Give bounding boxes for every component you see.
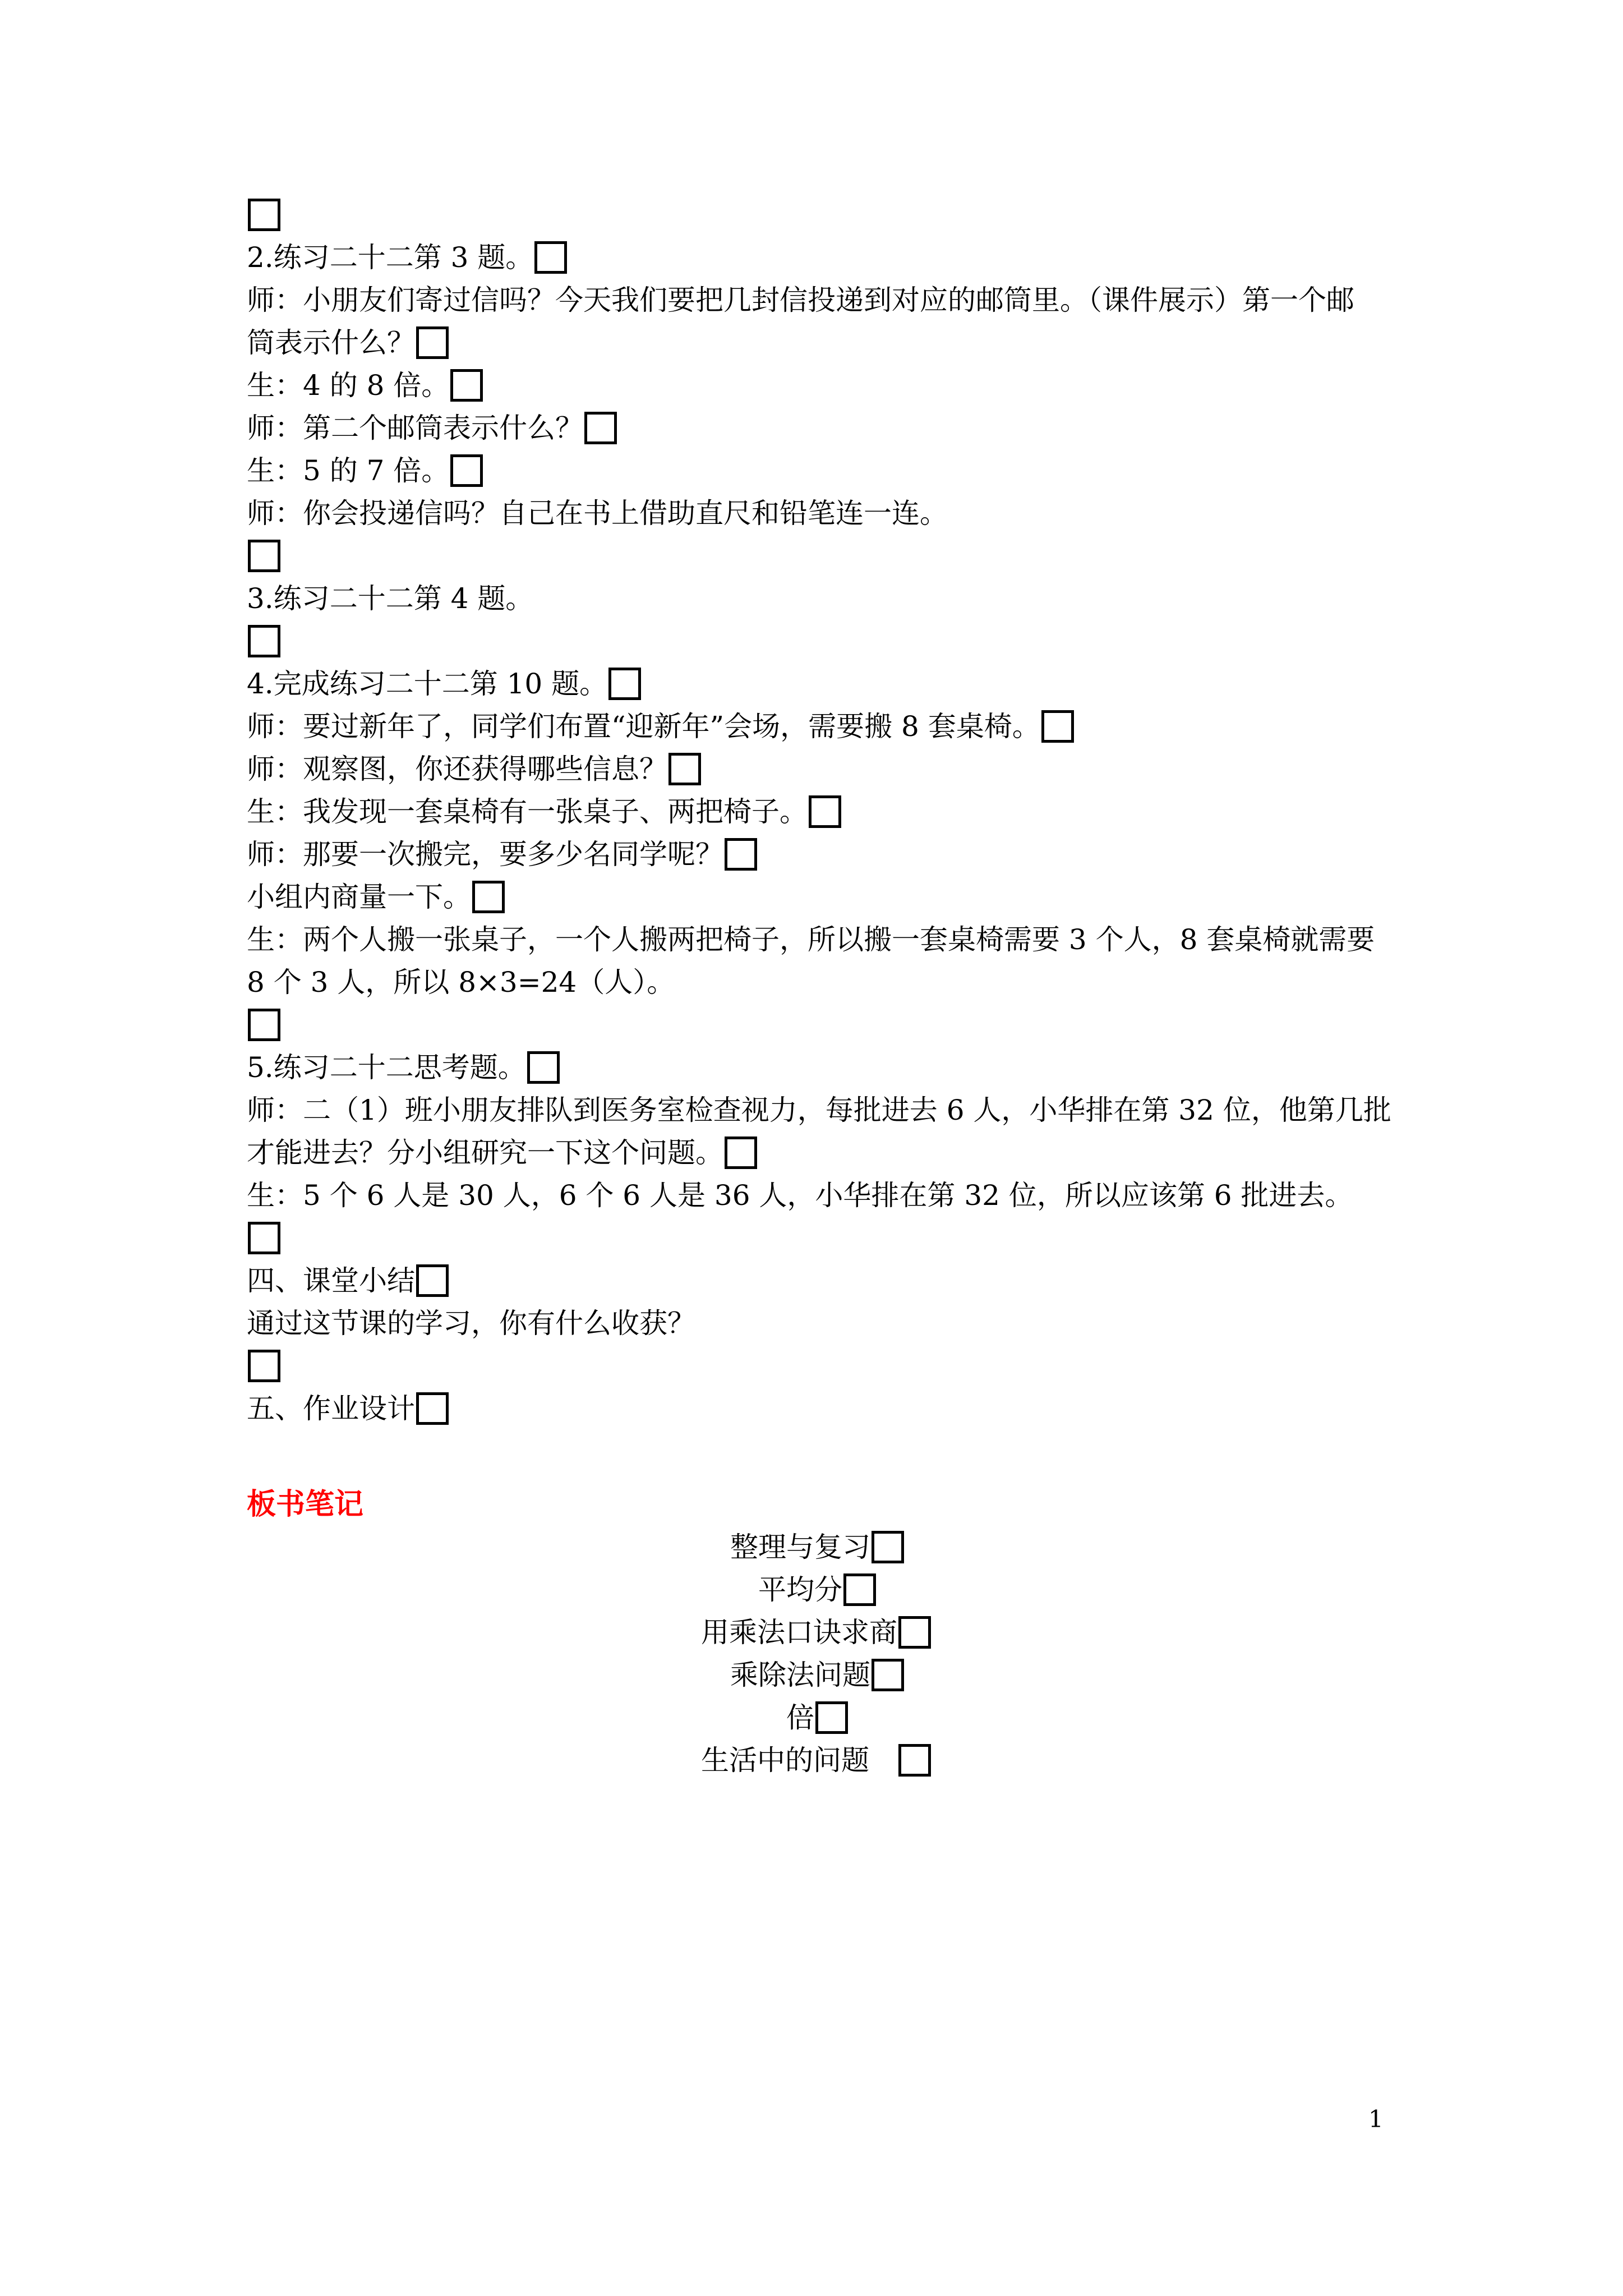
text-line	[247, 748, 1391, 790]
placeholder-box-icon	[668, 753, 701, 785]
placeholder-box-icon	[584, 412, 617, 444]
text-line	[247, 1302, 1391, 1345]
placeholder-box-icon	[1041, 710, 1074, 743]
text-line	[247, 918, 1391, 961]
board-item-text: 整理与复习	[730, 1531, 870, 1563]
text-line	[247, 449, 1391, 492]
text-line	[247, 1174, 1391, 1217]
placeholder-box-icon	[450, 369, 483, 402]
line-text: 2.练习二十二第 3 题。	[247, 241, 534, 274]
placeholder-box-icon	[416, 1264, 449, 1297]
placeholder-box-icon	[534, 241, 567, 274]
text-line	[247, 1345, 1391, 1387]
text-line	[247, 492, 1391, 535]
board-item	[701, 1739, 931, 1782]
placeholder-box-icon	[248, 625, 280, 657]
text-line	[247, 407, 1391, 449]
line-text: 5.练习二十二思考题。	[247, 1051, 526, 1084]
text-line	[247, 961, 1391, 1004]
line-text: 师：那要一次搬完，要多少名同学呢？	[247, 838, 723, 871]
text-line	[247, 790, 1391, 833]
placeholder-box-icon	[725, 1137, 757, 1169]
board-item-text: 用乘法口诀求商	[701, 1616, 897, 1649]
text-line	[247, 1131, 1391, 1174]
text-line	[247, 321, 1391, 364]
line-text: 3.练习二十二第 4 题。	[247, 582, 534, 615]
text-line	[247, 876, 1391, 918]
placeholder-box-icon	[815, 1701, 848, 1734]
board-item-text: 乘除法问题	[730, 1659, 870, 1691]
placeholder-box-icon	[248, 540, 280, 572]
line-text: 才能进去？分小组研究一下这个问题。	[247, 1137, 723, 1169]
text-line	[247, 1046, 1391, 1089]
text-line	[247, 194, 1391, 236]
placeholder-box-icon	[472, 881, 505, 913]
line-text: 师：你会投递信吗？自己在书上借助直尺和铅笔连一连。	[247, 497, 948, 530]
page-number: 1	[1368, 2105, 1384, 2133]
placeholder-box-icon	[248, 1009, 280, 1041]
text-line	[247, 535, 1391, 577]
placeholder-box-icon	[416, 1392, 449, 1425]
placeholder-box-icon	[248, 1350, 280, 1382]
text-line	[247, 236, 1391, 279]
board-item	[701, 1611, 931, 1654]
text-line	[247, 1217, 1391, 1259]
placeholder-box-icon	[608, 668, 641, 700]
placeholder-box-icon	[248, 199, 280, 231]
board-item	[730, 1526, 904, 1568]
board-item	[786, 1696, 848, 1739]
board-item-text: 平均分	[758, 1573, 842, 1606]
line-text: 生：4 的 8 倍。	[247, 369, 450, 402]
placeholder-box-icon	[725, 838, 757, 871]
text-line	[247, 705, 1391, 748]
placeholder-box-icon	[898, 1616, 931, 1649]
text-line	[247, 577, 1391, 620]
line-text: 师：要过新年了，同学们布置“迎新年”会场，需要搬 8 套桌椅。	[247, 710, 1040, 743]
text-line	[247, 364, 1391, 407]
line-text: 通过这节课的学习，你有什么收获？	[247, 1307, 695, 1340]
line-text: 五、作业设计	[247, 1392, 415, 1425]
placeholder-box-icon	[527, 1051, 560, 1084]
board-item-text: 生活中的问题	[701, 1744, 869, 1777]
placeholder-box-icon	[416, 326, 449, 359]
board-item	[758, 1568, 876, 1611]
line-text: 4.完成练习二十二第 10 题。	[247, 668, 608, 700]
text-line	[247, 1259, 1391, 1302]
line-text: 四、课堂小结	[247, 1264, 415, 1297]
line-text: 小组内商量一下。	[247, 881, 471, 913]
placeholder-box-icon	[872, 1659, 904, 1691]
text-line	[247, 620, 1391, 662]
placeholder-box-icon	[809, 795, 841, 828]
text-line	[247, 833, 1391, 876]
placeholder-box-icon	[898, 1744, 931, 1777]
text-line	[247, 1089, 1391, 1131]
line-text: 生：5 的 7 倍。	[247, 454, 450, 487]
text-line	[247, 1004, 1391, 1046]
line-text: 师：小朋友们寄过信吗？今天我们要把几封信投递到对应的邮筒里。（课件展示）第一个邮	[247, 284, 1354, 316]
board-item	[730, 1654, 904, 1696]
placeholder-box-icon	[843, 1573, 876, 1606]
line-text: 生：我发现一套桌椅有一张桌子、两把椅子。	[247, 795, 808, 828]
line-text: 师：第二个邮筒表示什么？	[247, 412, 583, 444]
board-notes-title: 板书笔记	[247, 1487, 364, 1521]
line-text: 生：5 个 6 人是 30 人，6 个 6 人是 36 人，小华排在第 32 位，所以应该第 6 批进去。	[247, 1179, 1353, 1212]
line-text: 生：两个人搬一张桌子，一个人搬两把椅子，所以搬一套桌椅需要 3 个人，8 套桌椅就需要	[247, 923, 1375, 956]
placeholder-box-icon	[248, 1222, 280, 1254]
line-text: 师：观察图，你还获得哪些信息？	[247, 753, 667, 785]
text-line	[247, 662, 1391, 705]
line-text: 筒表示什么？	[247, 326, 415, 359]
line-text: 8 个 3 人，所以 8×3=24（人）。	[247, 966, 675, 999]
placeholder-box-icon	[450, 454, 483, 487]
placeholder-box-icon	[872, 1531, 904, 1563]
text-line	[247, 279, 1391, 321]
line-text: 师：二（1）班小朋友排队到医务室检查视力，每批进去 6 人，小华排在第 32 位，他第几批	[247, 1094, 1391, 1126]
lesson-body	[247, 194, 1391, 1430]
text-line	[247, 1387, 1391, 1430]
board-item-text: 倍	[786, 1701, 814, 1734]
